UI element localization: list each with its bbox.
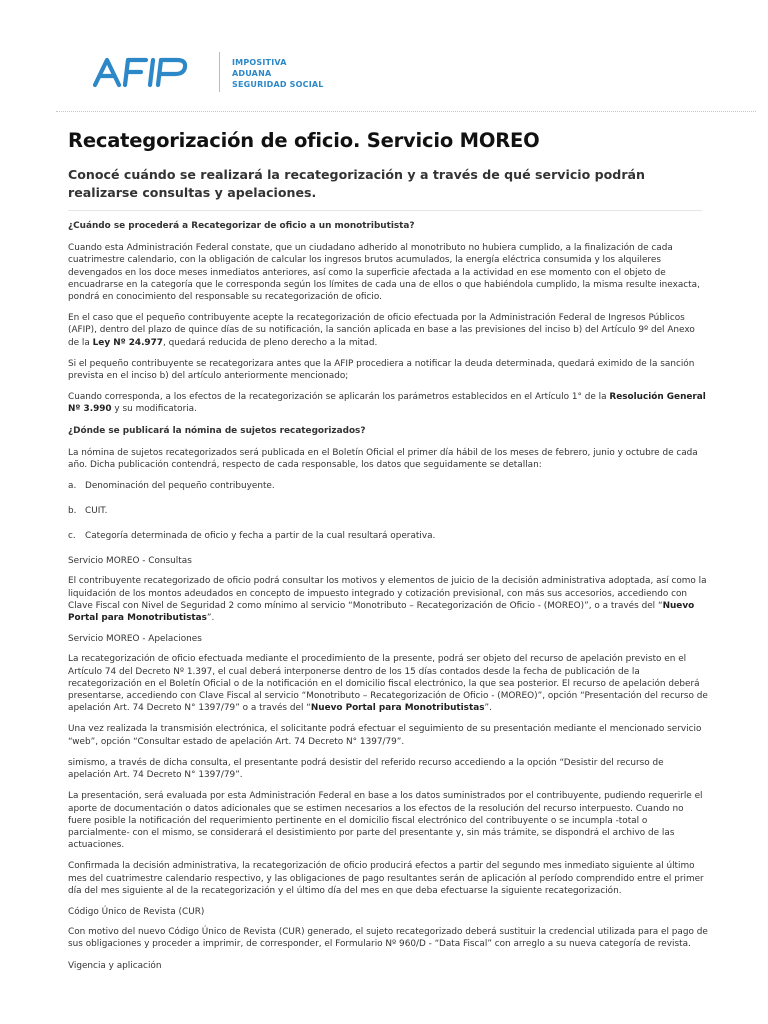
paragraph: La nómina de sujetos recategorizados será publicada en el Boletín Oficial el primer día hábil de los meses de febrero, junio y octubre de cada año. Dicha publicación contendrá, respecto de cada responsable, los datos que seguidamente se detallan: xyxy=(68,447,698,471)
list-marker: b. xyxy=(68,506,77,517)
paragraph: simismo, a través de dicha consulta, el presentante podrá desistir del referido recurso accediendo a la opción “Desistir del recurso de apelación Art. 74 Decreto N° 1397/79”. xyxy=(68,757,664,781)
paragraph: Cuando esta Administración Federal constate, que un ciudadano adherido al monotributo no hubiera cumplido, a la finalización de cada cuatrimestre calendario, con la obligación de calcular los ingresos brutos acumulados, la energía eléctrica consumida y los alquileres devengados en los doce meses inmediatos anteriores, así como la superficie afectada a la actividad en ese momento con el objeto de encuadrarse en la categoría que le corresponda según los límites de cada una de ellos o que habiéndola cumplido, la misma resulte inexacta, pondrá en conocimiento del responsable su recategorización de oficio. xyxy=(68,243,700,303)
tagline-line: ADUANA xyxy=(232,69,272,78)
question-heading: ¿Dónde se publicará la nómina de sujetos recategorizados? xyxy=(68,425,366,436)
question-heading: ¿Cuándo se procederá a Recategorizar de oficio a un monotributista? xyxy=(68,221,415,231)
paragraph: Si el pequeño contribuyente se recategorizara antes que la AFIP procediera a notificar la deuda determinada, quedará eximido de la sanción prevista en el inciso b) del artículo anteriormente mencionado; xyxy=(68,358,695,382)
logo-divider xyxy=(219,52,220,92)
header-divider xyxy=(56,111,756,112)
list-item: c. Categoría determinada de oficio y fecha a partir de la cual resultará operativa. xyxy=(68,531,436,542)
paragraph: El contribuyente recategorizado de oficio podrá consultar los motivos y elementos de juicio de la decisión administrativa adoptada, así como la liquidación de los montos adeudados en concepto de impuesto integrado y cotización previsional, con más sus accesorios, accediendo con Clave Fiscal con Nivel de Seguridad 2 como mínimo al servicio “Monotributo – Recategorización de Oficio - (MOREO)”, o a través del “Nuevo Portal para Monotributistas”. xyxy=(68,576,707,624)
list-item: b. CUIT. xyxy=(68,506,108,517)
paragraph: La recategorización de oficio efectuada mediante el procedimiento de la presente, podrá ser objeto del recurso de apelación previsto en el Artículo 74 del Decreto Nº 1.397, el cual deberá interponerse dentro de los 15 días contados desde la fecha de publicación de la recategorización en el Boletín Oficial o de la notificación en el domicilio fiscal electrónico, la que sea posterior. El recurso de apelación deberá presentarse, accediendo con Clave Fiscal al servicio “Monotributo – Recategorización de Oficio - (MOREO)”, opción “Presentación del recurso de apelación Art. 74 Decreto N° 1397/79” o a través del “Nuevo Portal para Monotributistas”. xyxy=(68,654,708,714)
tagline-line: SEGURIDAD SOCIAL xyxy=(232,80,324,89)
list-marker: a. xyxy=(68,481,77,492)
article-body xyxy=(68,220,708,980)
page-title: Recategorización de oficio. Servicio MOREO xyxy=(68,129,540,152)
section-heading: Código Único de Revista (CUR) xyxy=(68,906,205,917)
law-link[interactable]: Ley Nº 24.977 xyxy=(92,337,163,348)
paragraph: Cuando corresponda, a los efectos de la recategorización se aplicarán los parámetros establecidos en el Artículo 1° de la Resolución General Nº 3.990 y su modificatoria. xyxy=(68,392,706,415)
page-subtitle: Conocé cuándo se realizará la recategorización y a través de qué servicio podrán realizarse consultas y apelaciones. xyxy=(68,167,645,200)
site-header xyxy=(0,0,768,112)
section-heading: Servicio MOREO - Consultas xyxy=(68,556,192,567)
paragraph: La presentación, será evaluada por esta Administración Federal en base a los datos suministrados por el contribuyente, pudiendo requerirle el aporte de documentación o datos adicionales que se estimen necesarios a los efectos de la resolución del recurso interpuesto. Cuando no fuere posible la notificación del requerimiento pertinente en el domicilio fiscal electrónico del contribuyente o se incumpla -total o parcialmente- con el mismo, se considerará el desistimiento por parte del presentante y, sin más trámite, se dispondrá el archivo de las actuaciones. xyxy=(68,791,703,851)
section-heading: Servicio MOREO - Apelaciones xyxy=(68,634,202,645)
subtitle-divider xyxy=(68,210,702,211)
paragraph: Confirmada la decisión administrativa, la recategorización de oficio producirá efectos a partir del segundo mes inmediato siguiente al último mes del cuatrimestre calendario respectivo, y las obligaciones de pago resultantes serán de aplicación al período comprendido entre el primer día del mes siguiente al de la recategorización y el último día del mes en que deba efectuarse la siguiente recategorización. xyxy=(68,861,704,896)
paragraph: Una vez realizada la transmisión electrónica, el solicitante podrá efectuar el seguimiento de su presentación mediante el mencionado servicio “web”, opción “Consultar estado de apelación Art. 74 Decreto N° 1397/79”. xyxy=(68,724,702,747)
data-list xyxy=(68,480,708,544)
paragraph: Con motivo del nuevo Código Único de Revista (CUR) generado, el sujeto recategorizado deberá sustituir la credencial utilizada para el pago de sus obligaciones y proceder a imprimir, de corresponder, el Formulario Nº 960/D - “Data Fiscal” con arreglo a su nueva categoría de revista. xyxy=(68,927,708,950)
logo-tagline xyxy=(232,57,324,90)
tagline-line: IMPOSITIVA xyxy=(232,58,287,67)
section-heading: Vigencia y aplicación xyxy=(68,960,162,971)
portal-link[interactable]: Nuevo Portal para Monotributistas xyxy=(310,703,485,714)
resolution-link[interactable]: Resolución General Nº 3.990 xyxy=(68,392,706,415)
list-marker: c. xyxy=(68,531,76,542)
paragraph: En el caso que el pequeño contribuyente acepte la recategorización de oficio efectuada por la Administración Federal de Ingresos Públicos (AFIP), dentro del plazo de quince días de su notificación, la sanción aplicada en base a las previsiones del inciso b) del Artículo 9º del Anexo de la Ley Nº 24.977, quedará reducida de pleno derecho a la mitad. xyxy=(68,313,695,348)
portal-link[interactable]: Nuevo Portal para Monotributistas xyxy=(68,600,695,624)
list-item: a. Denominación del pequeño contribuyente. xyxy=(68,481,275,492)
afip-logo[interactable] xyxy=(92,52,204,92)
